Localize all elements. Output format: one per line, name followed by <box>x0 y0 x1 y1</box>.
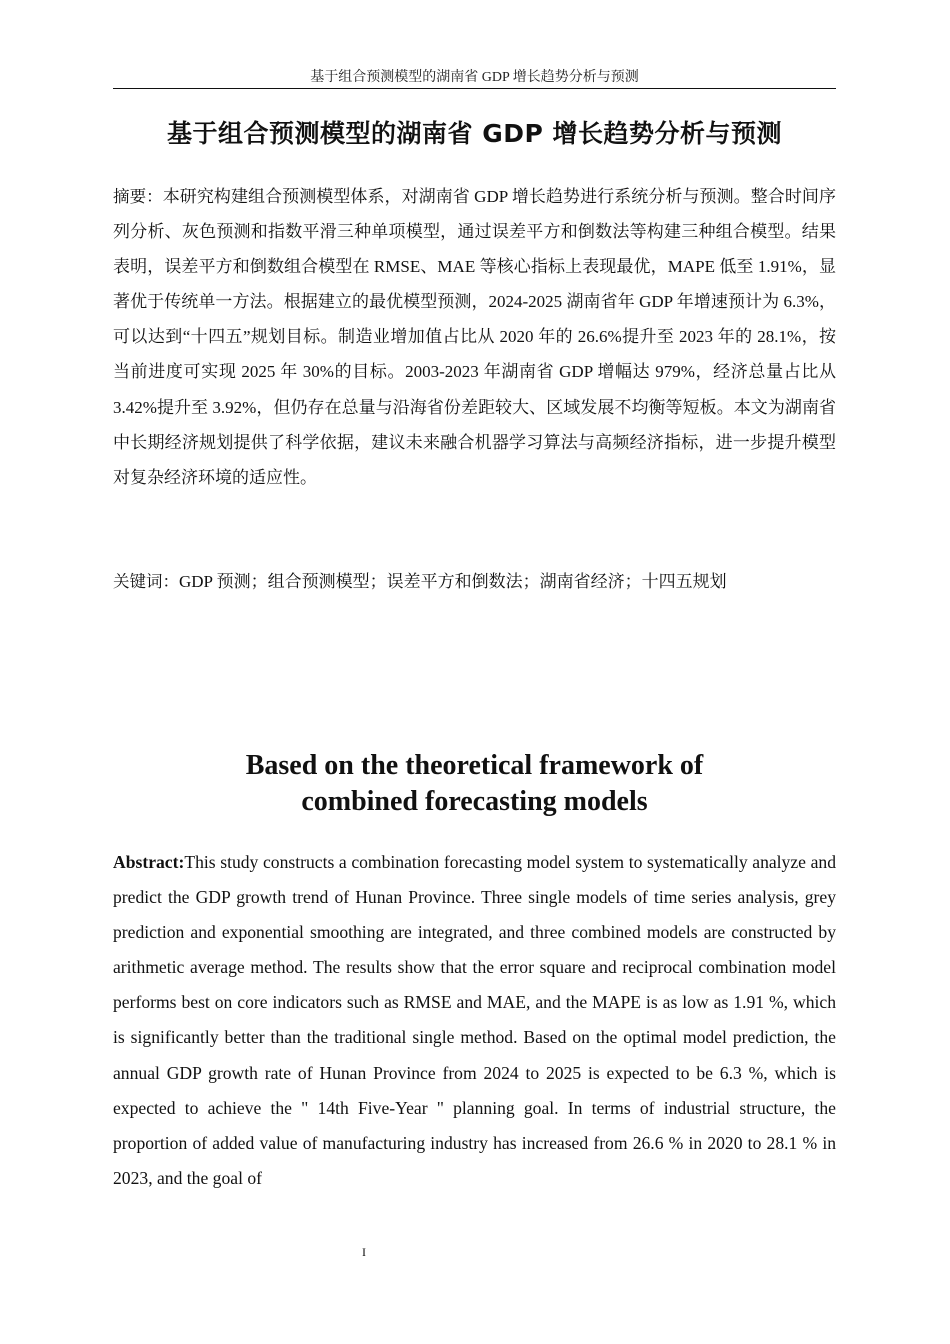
chinese-abstract-label: 摘要： <box>113 187 163 206</box>
header-rule <box>113 88 836 89</box>
chinese-keywords-label: 关键词： <box>113 572 179 591</box>
english-abstract <box>113 845 836 1196</box>
english-abstract-text: This study constructs a combination forecasting model system to systematically analyze and predict the GDP growth trend of Hunan Province. Three single models of time series analysis, grey prediction and exponential smoothing are integrated, and three combined models are constructed by arithmetic average method. The results show that the error square and reciprocal combination model performs best on core indicators such as RMSE and MAE, and the MAPE is as low as 1.91 %, which is significantly better than the traditional single method. Based on the optimal model prediction, the annual GDP growth rate of Hunan Province from 2024 to 2025 is expected to be 6.3 %, which is expected to achieve the " 14th Five-Year " planning goal. In terms of industrial structure, the proportion of added value of manufacturing industry has increased from 26.6 % in 2020 to 28.1 % in 2023, and the goal of <box>113 852 836 1188</box>
chinese-keywords <box>113 564 836 599</box>
english-title-line-2: combined forecasting models <box>301 786 648 817</box>
running-header: 基于组合预测模型的湖南省 GDP 增长趋势分析与预测 <box>310 70 639 85</box>
english-abstract-label: Abstract: <box>113 852 185 872</box>
chinese-keywords-text: GDP 预测；组合预测模型；误差平方和倒数法；湖南省经济；十四五规划 <box>179 572 727 591</box>
chinese-title: 基于组合预测模型的湖南省 GDP 增长趋势分析与预测 <box>166 119 782 148</box>
english-title <box>113 748 836 820</box>
chinese-abstract-text: 本研究构建组合预测模型体系，对湖南省 GDP 增长趋势进行系统分析与预测。整合时间序列分析、灰色预测和指数平滑三种单项模型，通过误差平方和倒数法等构建三种组合模型。结果表明，误差平方和倒数组合模型在 RMSE、MAE 等核心指标上表现最优，MAPE 低至 1.91%，显著优于传统单一方法。根据建立的最优模型预测，2024-2025 湖南省年 GDP 年增速预计为 6.3%，可以达到“十四五”规划目标。制造业增加值占比从 2020 年的 26.6%提升至 2023 年的 28.1%，按当前进度可实现 2025 年 30%的目标。2003-2023 年湖南省 GDP 增幅达 979%，经济总量占比从 3.42%提升至 3.92%，但仍存在总量与沿海省份差距较大、区域发展不均衡等短板。本文为湖南省中长期经济规划提供了科学依据，建议未来融合机器学习算法与高频经济指标，进一步提升模型对复杂经济环境的适应性。 <box>113 187 836 487</box>
english-title-line-1: Based on the theoretical framework of <box>245 750 704 781</box>
chinese-abstract <box>113 179 836 495</box>
page-number: I <box>362 1245 366 1259</box>
